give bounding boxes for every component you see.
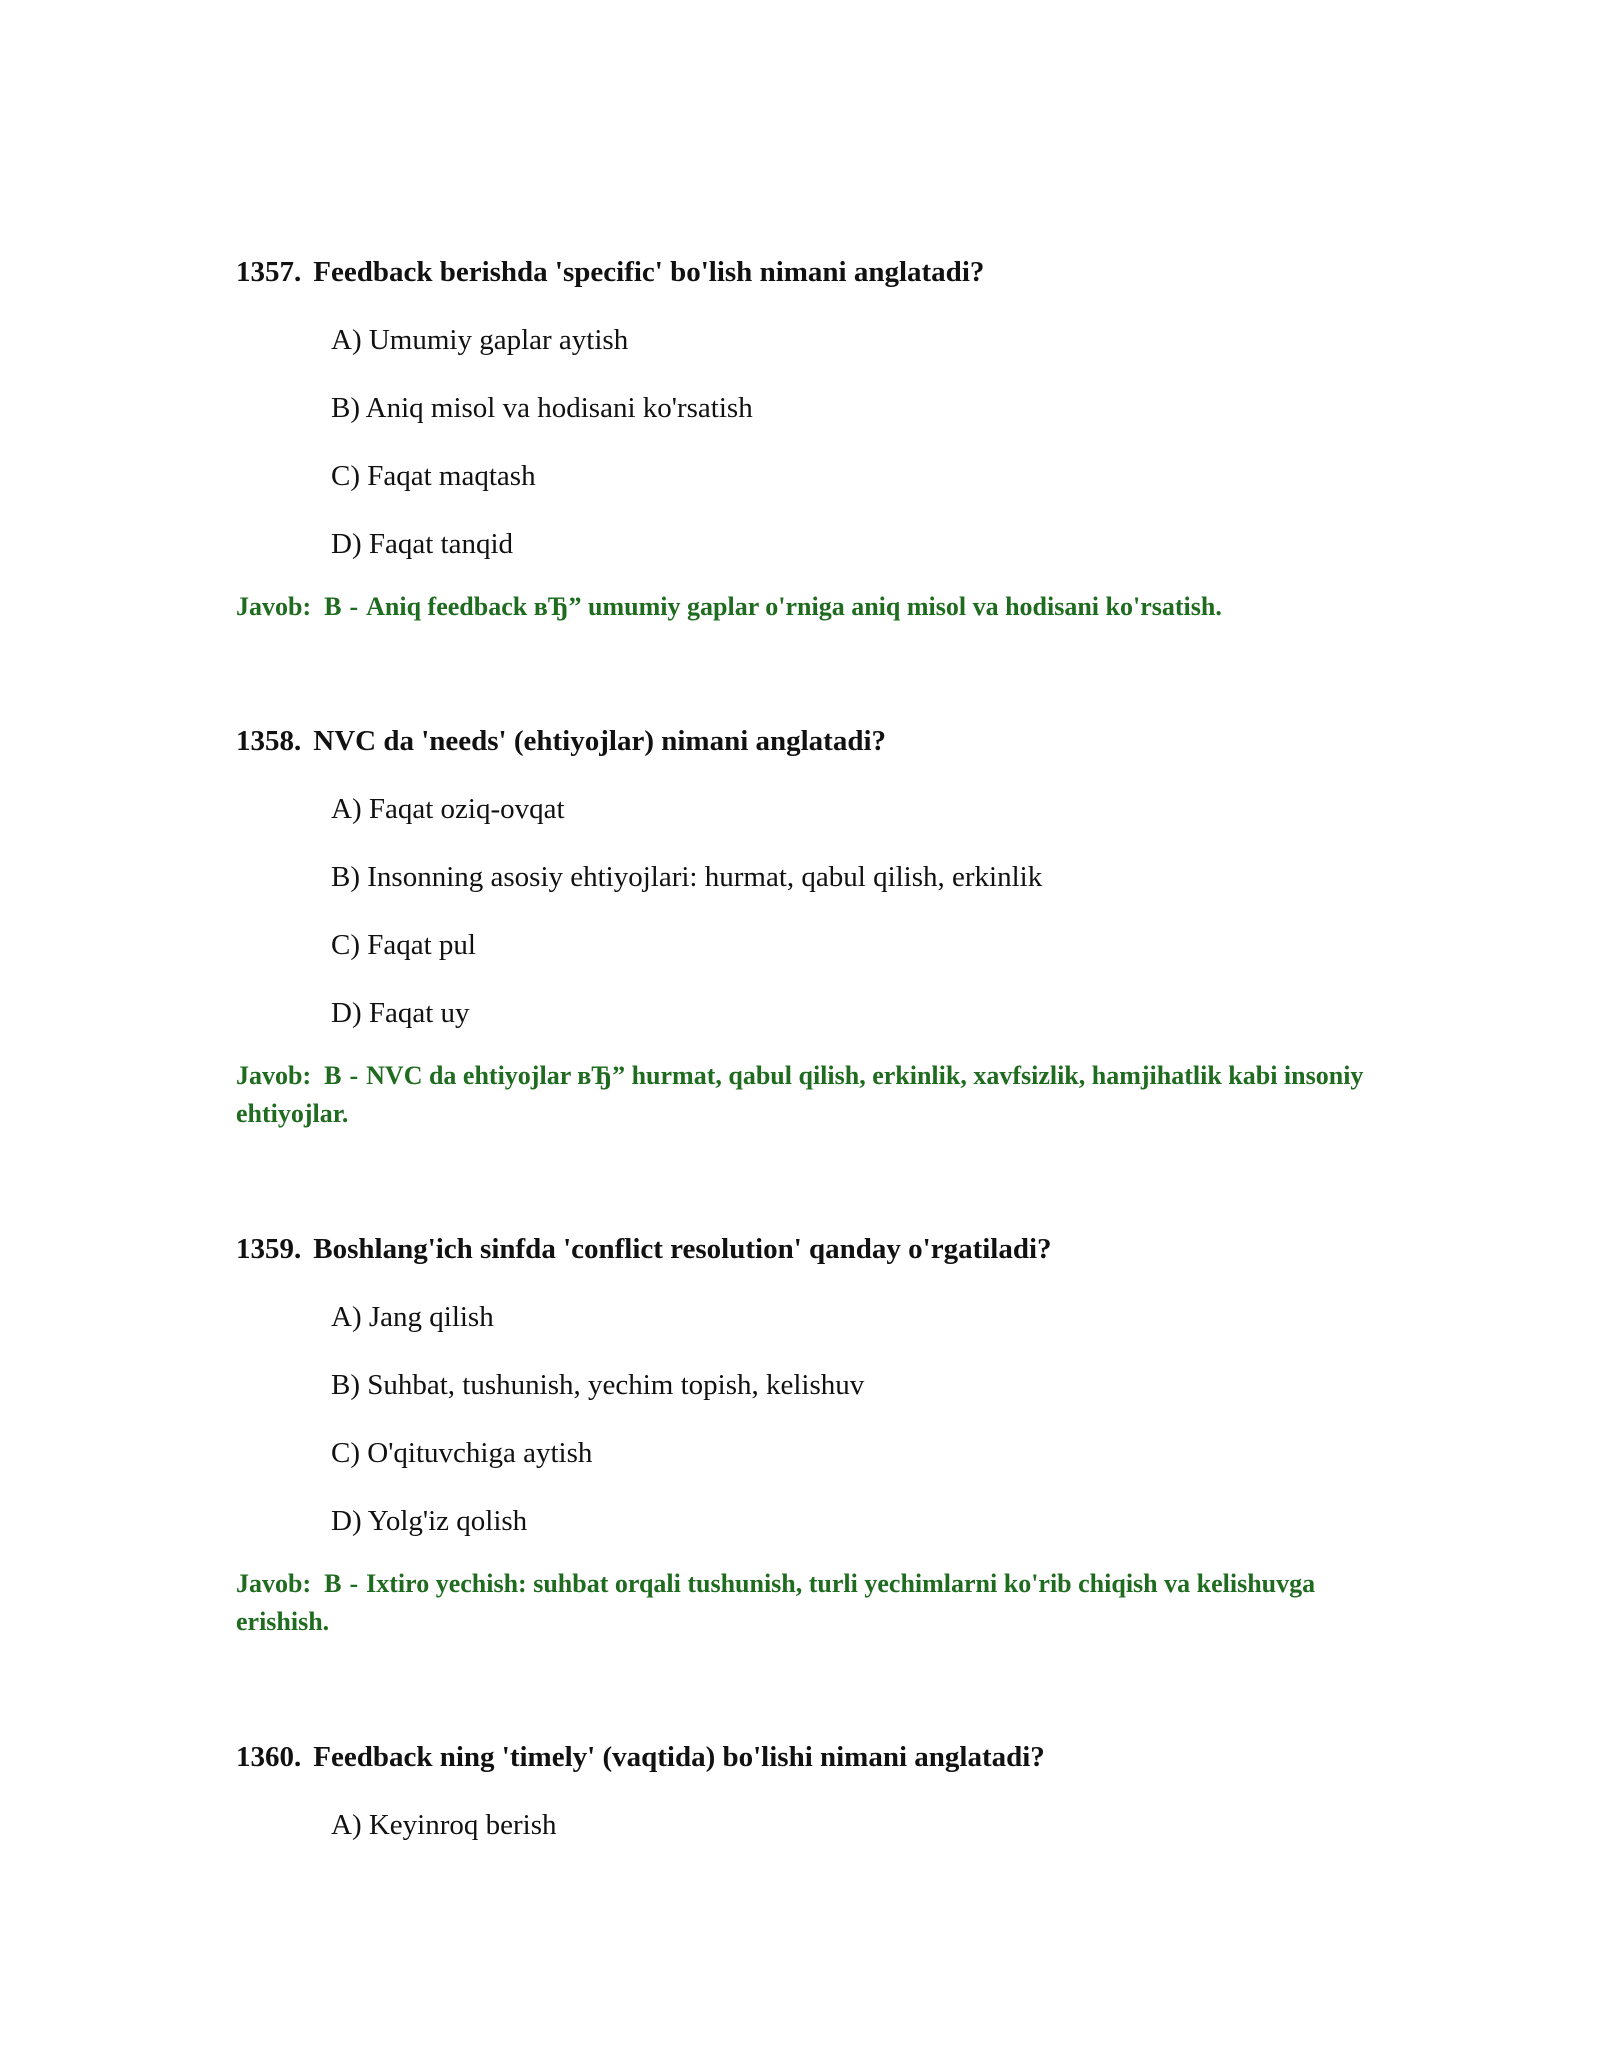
- question-text: NVC da 'needs' (ehtiyojlar) nimani anglatadi?: [313, 725, 887, 757]
- answer-label: Javob:: [236, 1061, 312, 1090]
- option-d: D) Yolg'iz qolish: [331, 1505, 528, 1537]
- question-number: 1360.: [236, 1741, 302, 1773]
- question-title: [236, 1231, 1376, 1267]
- question-block: [236, 254, 1376, 626]
- question-number: 1358.: [236, 725, 302, 757]
- answer-text: NVC da ehtiyojlar вЂ” hurmat, qabul qilish, erkinlik, xavfsizlik, hamjihatlik kabi insoniy ehtiyojlar.: [236, 1061, 1364, 1128]
- question-text: Feedback berishda 'specific' bo'lish nimani anglatadi?: [313, 256, 985, 288]
- options-list: [236, 791, 1376, 1031]
- question-title: [236, 1739, 1376, 1775]
- answer-text: Ixtiro yechish: suhbat orqali tushunish, turli yechimlarni ko'rib chiqish va kelishuvga erishish.: [236, 1569, 1316, 1636]
- answer-dash: -: [349, 1569, 359, 1598]
- option-a: A) Faqat oziq-ovqat: [331, 793, 565, 825]
- answer-letter: B: [324, 592, 342, 621]
- options-list: [236, 1299, 1376, 1539]
- option-b: B) Suhbat, tushunish, yechim topish, kelishuv: [331, 1369, 865, 1401]
- option-a: A) Keyinroq berish: [331, 1809, 557, 1841]
- question-text: Feedback ning 'timely' (vaqtida) bo'lishi nimani anglatadi?: [313, 1741, 1045, 1773]
- answer-label: Javob:: [236, 1569, 312, 1598]
- option-b: B) Insonning asosiy ehtiyojlari: hurmat, qabul qilish, erkinlik: [331, 861, 1043, 893]
- option-c: C) Faqat pul: [331, 929, 476, 961]
- question-block: [236, 723, 1376, 1133]
- answer-label: Javob:: [236, 592, 312, 621]
- question-title: [236, 254, 1376, 290]
- answer-line: [236, 1057, 1366, 1133]
- answer-line: [236, 588, 1366, 626]
- option-d: D) Faqat uy: [331, 997, 470, 1029]
- answer-text: Aniq feedback вЂ” umumiy gaplar o'rniga aniq misol va hodisani ko'rsatish.: [366, 592, 1222, 621]
- question-title: [236, 723, 1376, 759]
- question-block: [236, 1739, 1376, 1843]
- question-number: 1359.: [236, 1233, 302, 1265]
- answer-dash: -: [349, 1061, 359, 1090]
- answer-letter: B: [324, 1569, 342, 1598]
- answer-line: [236, 1565, 1366, 1641]
- options-list: [236, 1807, 1376, 1843]
- option-a: A) Umumiy gaplar aytish: [331, 324, 629, 356]
- answer-dash: -: [349, 592, 359, 621]
- option-c: C) O'qituvchiga aytish: [331, 1437, 593, 1469]
- option-c: C) Faqat maqtash: [331, 460, 536, 492]
- question-block: [236, 1231, 1376, 1641]
- question-number: 1357.: [236, 256, 302, 288]
- options-list: [236, 322, 1376, 562]
- answer-letter: B: [324, 1061, 342, 1090]
- option-b: B) Aniq misol va hodisani ko'rsatish: [331, 392, 753, 424]
- option-d: D) Faqat tanqid: [331, 528, 514, 560]
- question-text: Boshlang'ich sinfda 'conflict resolution' qanday o'rgatiladi?: [313, 1233, 1052, 1265]
- option-a: A) Jang qilish: [331, 1301, 494, 1333]
